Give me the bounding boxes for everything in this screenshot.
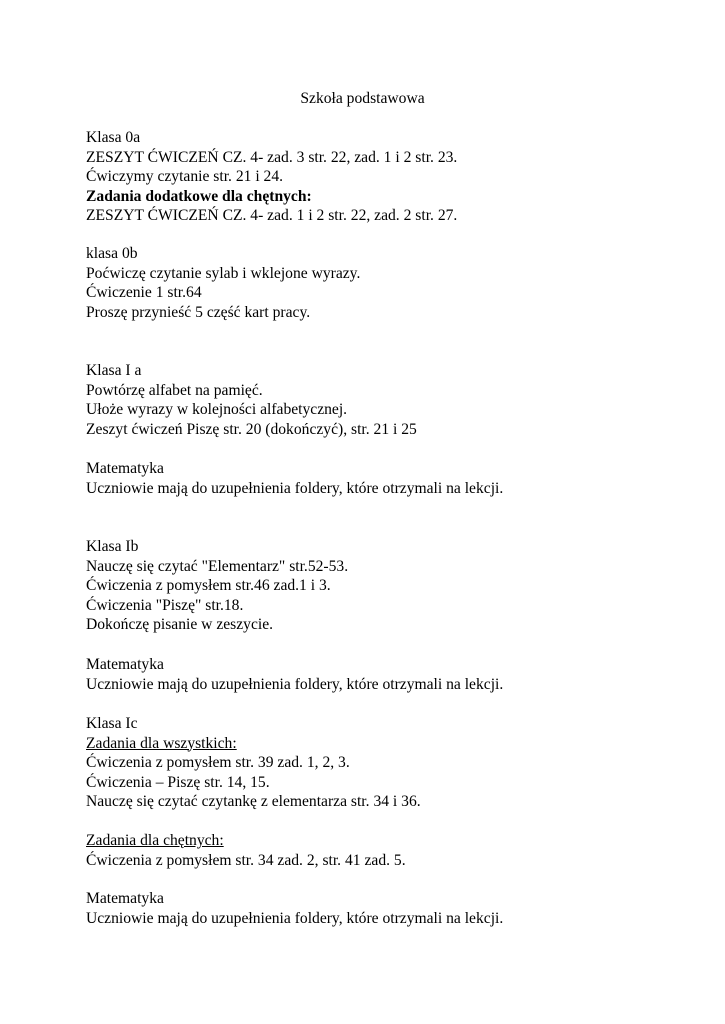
text-line: Nauczę się czytać czytankę z elementarza str. 34 i 36.	[86, 793, 421, 810]
section-matematyka-ia	[86, 459, 696, 498]
text-line: ZESZYT ĆWICZEŃ CZ. 4- zad. 3 str. 22, zad. 1 i 2 str. 23.	[86, 148, 458, 166]
text-line: Ćwiczenie 1 str.64	[86, 284, 202, 301]
section-klasa-ic	[86, 714, 696, 812]
text-line: Ćwiczenia z pomysłem str.46 zad.1 i 3.	[86, 577, 331, 594]
text-line: Ćwiczenia – Piszę str. 14, 15.	[86, 773, 270, 791]
section-matematyka-ib	[86, 655, 696, 694]
section-heading: Matematyka	[86, 890, 164, 907]
text-line: Zeszyt ćwiczeń Piszę str. 20 (dokończyć), str. 21 i 25	[86, 420, 417, 438]
section-zadania-dla-chetnych	[86, 831, 696, 870]
text-line: Ćwiczymy czytanie str. 21 i 24.	[86, 168, 284, 185]
section-heading: Klasa I a	[86, 362, 142, 379]
text-line: Ćwiczenia z pomysłem str. 39 zad. 1, 2, 3.	[86, 754, 350, 771]
section-klasa-ib	[86, 537, 696, 635]
bold-subheading: Zadania dodatkowe dla chętnych:	[86, 187, 312, 205]
section-matematyka-ic	[86, 889, 696, 928]
text-line: Ćwiczenia "Piszę" str.18.	[86, 596, 244, 614]
underlined-subheading: Zadania dla wszystkich:	[86, 734, 237, 752]
section-heading: klasa 0b	[86, 245, 138, 262]
text-line: Dokończę pisanie w zeszycie.	[86, 616, 274, 633]
section-heading: Klasa 0a	[86, 129, 141, 146]
text-line: Powtórzę alfabet na pamięć.	[86, 381, 263, 399]
text-line: Uczniowie mają do uzupełnienia foldery, które otrzymali na lekcji.	[86, 675, 504, 693]
section-heading: Matematyka	[86, 460, 164, 477]
section-klasa-0a	[86, 128, 696, 226]
text-line: Uczniowie mają do uzupełnienia foldery, które otrzymali na lekcji.	[86, 909, 504, 927]
section-heading: Matematyka	[86, 656, 164, 673]
section-klasa-0b	[86, 244, 696, 322]
page-title: Szkoła podstawowa	[300, 90, 425, 107]
text-line: Ćwiczenia z pomysłem str. 34 zad. 2, str. 41 zad. 5.	[86, 851, 406, 869]
underlined-subheading: Zadania dla chętnych:	[86, 832, 224, 849]
section-heading: Klasa Ib	[86, 538, 139, 555]
text-line: Nauczę się czytać "Elementarz" str.52-53.	[86, 557, 349, 575]
text-line: Poćwiczę czytanie sylab i wklejone wyrazy.	[86, 264, 361, 282]
text-line: Proszę przynieść 5 część kart pracy.	[86, 303, 311, 321]
section-heading: Klasa Ic	[86, 715, 138, 732]
text-line: Ułoże wyrazy w kolejności alfabetycznej.	[86, 401, 348, 418]
text-line: Uczniowie mają do uzupełnienia foldery, które otrzymali na lekcji.	[86, 479, 504, 497]
section-klasa-ia	[86, 361, 696, 439]
text-line: ZESZYT ĆWICZEŃ CZ. 4- zad. 1 i 2 str. 22, zad. 2 str. 27.	[86, 207, 458, 224]
